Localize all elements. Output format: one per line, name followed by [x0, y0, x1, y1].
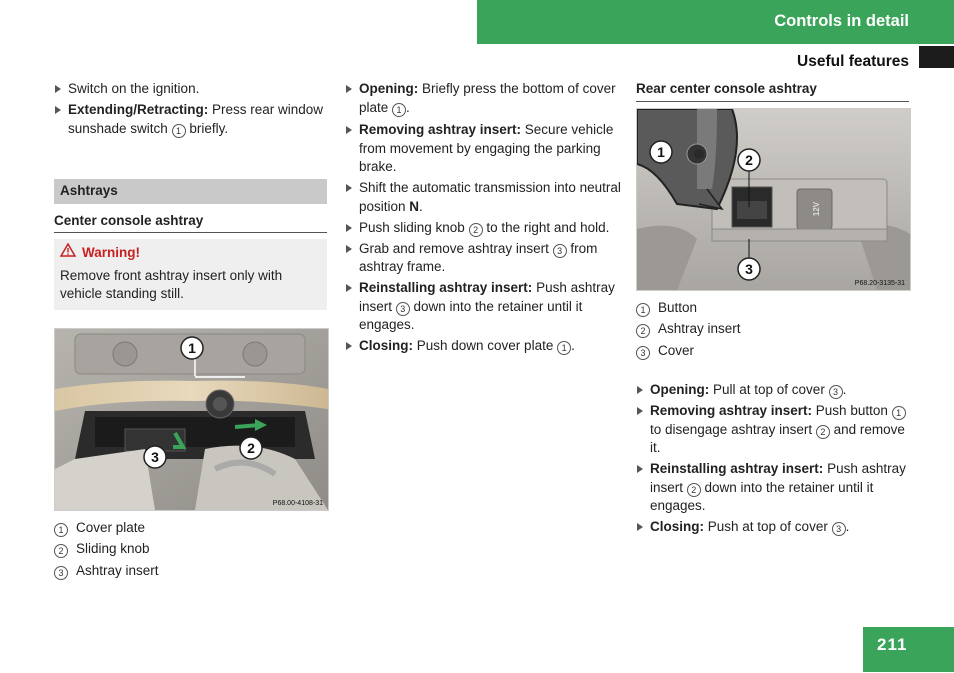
- chapter-title: Controls in detail: [774, 12, 909, 30]
- section-subtitle: Useful features: [797, 53, 909, 70]
- subheading: Center console ashtray: [54, 212, 327, 234]
- step-item: Reinstalling ashtray insert: Push ashtray insert 3 down into the retainer until it engages.: [345, 279, 621, 335]
- svg-text:3: 3: [151, 448, 159, 465]
- page-number: 211: [877, 635, 908, 654]
- step-item: Reinstalling ashtray insert: Push ashtray insert 2 down into the retainer until it engages.: [636, 460, 909, 516]
- svg-text:1: 1: [657, 143, 665, 160]
- step-item: Switch on the ignition.: [54, 80, 327, 99]
- warning-text: Remove front ashtray insert only with vehicle standing still.: [60, 267, 283, 301]
- section-heading: Ashtrays: [54, 179, 327, 204]
- image-code: P68.00-4108-31: [272, 499, 323, 507]
- center-console-ashtray-photo: [54, 328, 329, 511]
- subheading: Rear center console ashtray: [636, 80, 909, 102]
- step-item: Closing: Push down cover plate 1 .: [345, 337, 621, 356]
- step-item: Closing: Push at top of cover 3 .: [636, 518, 909, 537]
- legend-item: 3 Ashtray insert: [54, 562, 327, 581]
- rear-console-ashtray-photo: [636, 108, 911, 291]
- step-item: Opening: Briefly press the bottom of cover plate 1 .: [345, 80, 621, 117]
- warning-title: Warning!: [82, 245, 140, 260]
- legend-item: 3 Cover: [636, 342, 909, 361]
- legend-item: 2 Sliding knob: [54, 540, 327, 559]
- step-item: Shift the automatic transmission into neutral position N.: [345, 179, 621, 216]
- figure-legend: [636, 299, 909, 361]
- step-item: Opening: Pull at top of cover 3 .: [636, 381, 909, 400]
- socket-label: 12V: [812, 201, 821, 216]
- warning-triangle-icon: [60, 243, 76, 263]
- callout-number: 1: [172, 124, 186, 138]
- step-item: Push sliding knob 2 to the right and hold.: [345, 219, 621, 238]
- legend-item: 2 Ashtray insert: [636, 320, 909, 339]
- image-code: P68.20-3135-31: [854, 279, 905, 287]
- column-middle: [345, 80, 621, 358]
- legend-item: 1 Cover plate: [54, 519, 327, 538]
- chapter-header-bar: [477, 0, 954, 44]
- step-item: Removing ashtray insert: Secure vehicle from movement by engaging the parking brake.: [345, 121, 621, 177]
- svg-text:2: 2: [247, 439, 255, 456]
- figure-legend: [54, 519, 327, 581]
- step-item: Extending/Retracting: Press rear window sunshade switch 1 briefly.: [54, 101, 327, 138]
- svg-text:3: 3: [745, 260, 753, 277]
- warning-box: [54, 239, 327, 310]
- chapter-tab-marker: [919, 46, 954, 68]
- step-item: Grab and remove ashtray insert 3 from ashtray frame.: [345, 240, 621, 277]
- step-item: Removing ashtray insert: Push button 1 to disengage ashtray insert 2 and remove it.: [636, 402, 909, 458]
- svg-text:2: 2: [745, 151, 753, 168]
- column-right: [636, 80, 909, 539]
- svg-text:1: 1: [188, 339, 196, 356]
- page-number-box: [863, 627, 954, 672]
- legend-item: 1 Button: [636, 299, 909, 318]
- column-left: [54, 80, 327, 583]
